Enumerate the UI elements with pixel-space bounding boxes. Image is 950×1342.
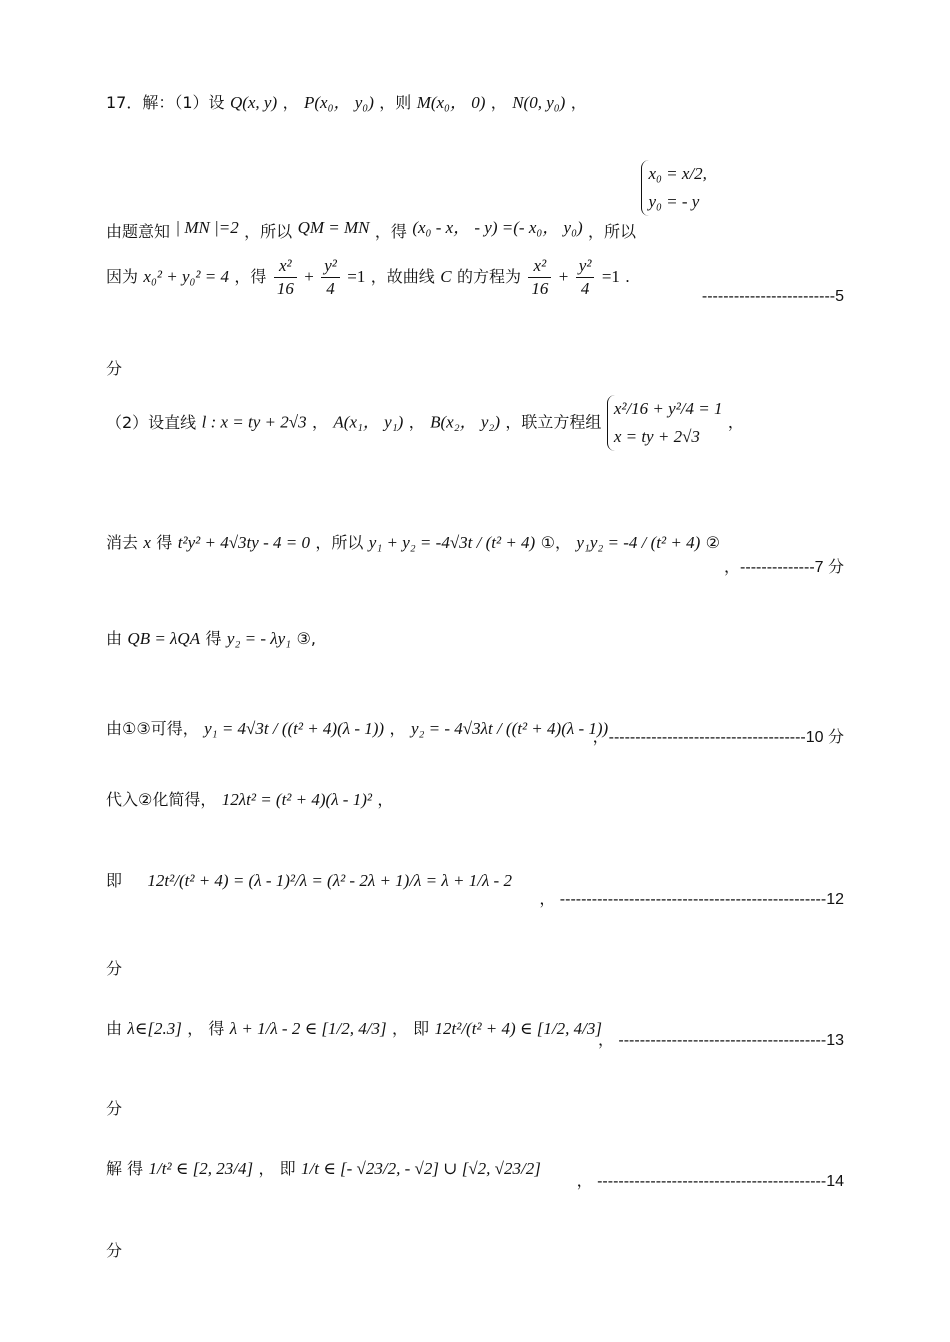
vector-relation: QB = λQA <box>127 629 201 648</box>
point-p: P(x₀， y₀) <box>303 93 374 112</box>
quadratic-equation: t²y² + 4√3ty - 4 = 0 <box>177 533 310 552</box>
get-text: ，得 <box>234 267 267 286</box>
fraction-y2-4: $\frac{\text{y²}}{4}$ <box>576 255 595 300</box>
because-text: 因为 <box>106 267 139 286</box>
substitute-text: 代入②化简得， <box>106 790 217 809</box>
so-text: ，所以 <box>244 221 293 241</box>
fraction-x2-16: $\frac{\text{x²}}{16}$ <box>274 255 297 300</box>
comma: ， <box>377 790 394 809</box>
namely-text: ， 即 <box>258 1159 296 1178</box>
solution-line-8 <box>106 787 850 810</box>
given-text: 由题意知 <box>106 221 171 241</box>
eliminate-text: 消去 <box>106 533 139 552</box>
comma: ， <box>490 93 507 112</box>
score-marker-14: ， -------------------------------------------14 <box>576 1173 844 1190</box>
score-marker-12: ， --------------------------------------------------12 <box>539 891 844 908</box>
circled-1: ①， <box>540 533 571 552</box>
comma: ， <box>282 93 299 112</box>
system-row-1: x²/16 + y²/4 = 1 <box>613 399 723 418</box>
solution-line-1 <box>106 88 850 113</box>
y1-expression: y₁ = 4√3t / ((t² + 4)(λ - 1)) <box>204 719 385 738</box>
so-text: ，所以 <box>588 221 637 241</box>
y-relation: y₂ = - λy₁ <box>226 629 292 648</box>
point-b: B(x₂， y₂) <box>430 412 500 432</box>
system-brace <box>641 160 706 216</box>
score-unit: 分 <box>106 1241 123 1260</box>
point-q: Q(x, y) <box>229 93 278 112</box>
lambda-chain: 12t²/(t² + 4) = (λ - 1)²/λ = (λ² - 2λ + 1)/λ = λ + 1/λ - 2 <box>147 871 512 890</box>
namely-text: ， 即 <box>392 1019 430 1038</box>
solution-line-7: 由①③可得， y₁ = 4√3t / ((t² + 4)(λ - 1)) ， y₂ = - 4√3λt / ((t² + 4)(λ - 1)) <box>106 719 609 738</box>
score-marker-10: ，-------------------------------------10 分 <box>592 729 844 746</box>
circled-2: ② <box>705 533 721 552</box>
score-marker-7: ，--------------7 分 <box>724 559 844 576</box>
score-marker-13: ， ---------------------------------------13 <box>597 1032 844 1049</box>
inverse-t-range: 1/t ∈ [- √23/2, - √2] ∪ [√2, √23/2] <box>301 1159 541 1178</box>
system-brace <box>607 395 723 451</box>
fraction-y2-4: $\frac{\text{y²}}{4}$ <box>321 255 340 300</box>
equation-is-text: 的方程为 <box>456 267 521 286</box>
get-text: ，得 <box>374 221 407 241</box>
score-unit: 分 <box>106 359 123 378</box>
variable-x: x <box>143 533 151 552</box>
from-text: 由 <box>106 629 123 648</box>
set-line-text: （2）设直线 <box>106 412 197 432</box>
problem-intro: 17．解：（1）设 <box>106 93 225 112</box>
mn-length: | MN |=2 <box>175 217 239 237</box>
point-n: N(0, y₀) <box>512 93 566 112</box>
y2-expression: y₂ = - 4√3λt / ((t² + 4)(λ - 1)) <box>410 719 609 738</box>
score-unit: 分 <box>106 1099 123 1118</box>
curve-name: C <box>440 267 452 286</box>
get-text: ， 得 <box>187 1019 225 1038</box>
system-row-2: y₀ = - y <box>648 192 700 211</box>
inverse-t-squared-range: 1/t² ∈ [2, 23/4] <box>148 1159 254 1178</box>
vieta-product: y₁y₂ = -4 / (t² + 4) <box>576 533 701 552</box>
score-marker-5: -------------------------5 <box>701 288 844 305</box>
lambda-expression-range: λ + 1/λ - 2 ∈ [1/2, 4/3] <box>229 1019 387 1038</box>
vieta-sum: y₁ + y₂ = -4√3t / (t² + 4) <box>368 533 536 552</box>
solution-line-3: 因为 x₀² + y₀² = 4 ，得 $\frac{\text{x²}}{16}$ + $\frac{\text{y²}}{4}$ =1 ，故曲线 C 的方程为 $\frac{\text{x²}}{16}$ + $\frac{\text{y²}}{4}$ =1 . <box>106 256 630 298</box>
fraction-x2-16: $\frac{\text{x²}}{16}$ <box>528 255 551 300</box>
line-equation: l : x = ty + 2√3 <box>201 412 307 432</box>
solution-line-4: （2）设直线 l : x = ty + 2√3 ， A(x₁， y₁) ， B(x₂， y₂) ，联立方程组 x²/16 + y²/4 = 1 x = ty + 2√3 ， <box>106 395 850 451</box>
solution-line-2 <box>106 160 850 241</box>
circle-equation: x₀² + y₀² = 4 <box>143 267 229 286</box>
system-row-1: x₀ = x/2, <box>648 164 707 183</box>
get-text: 得 <box>156 533 173 552</box>
get-text: 得 <box>205 629 222 648</box>
vector-equality: QM = MN <box>297 217 370 237</box>
so-text: ，所以 <box>315 533 364 552</box>
curve-text: ，故曲线 <box>370 267 435 286</box>
joint-text: ，联立方程组 <box>505 412 602 432</box>
namely-text: 即 <box>106 871 123 890</box>
point-m: M(x₀， 0) <box>416 93 486 112</box>
then-text: ，则 <box>379 93 412 112</box>
circled-3: ③, <box>296 629 316 648</box>
solution-line-6 <box>106 626 850 649</box>
simplified-equation: 12λt² = (t² + 4)(λ - 1)² <box>221 790 372 809</box>
from-text: 由 <box>106 1019 123 1038</box>
point-a: A(x₁， y₁) <box>333 412 404 432</box>
lambda-range: λ∈[2.3] <box>127 1019 182 1038</box>
solve-text: 解 得 <box>106 1159 144 1178</box>
t-expression-range: 12t²/(t² + 4) ∈ [1/2, 4/3] <box>434 1019 602 1038</box>
solution-line-5 <box>106 530 850 553</box>
from-13-text: 由①③可得， <box>106 719 199 738</box>
comma: ， <box>570 93 587 112</box>
coordinate-equation: (x₀ - x， - y) =(- x₀， y₀) <box>412 217 583 237</box>
score-unit: 分 <box>106 959 123 978</box>
system-row-2: x = ty + 2√3 <box>613 427 700 446</box>
